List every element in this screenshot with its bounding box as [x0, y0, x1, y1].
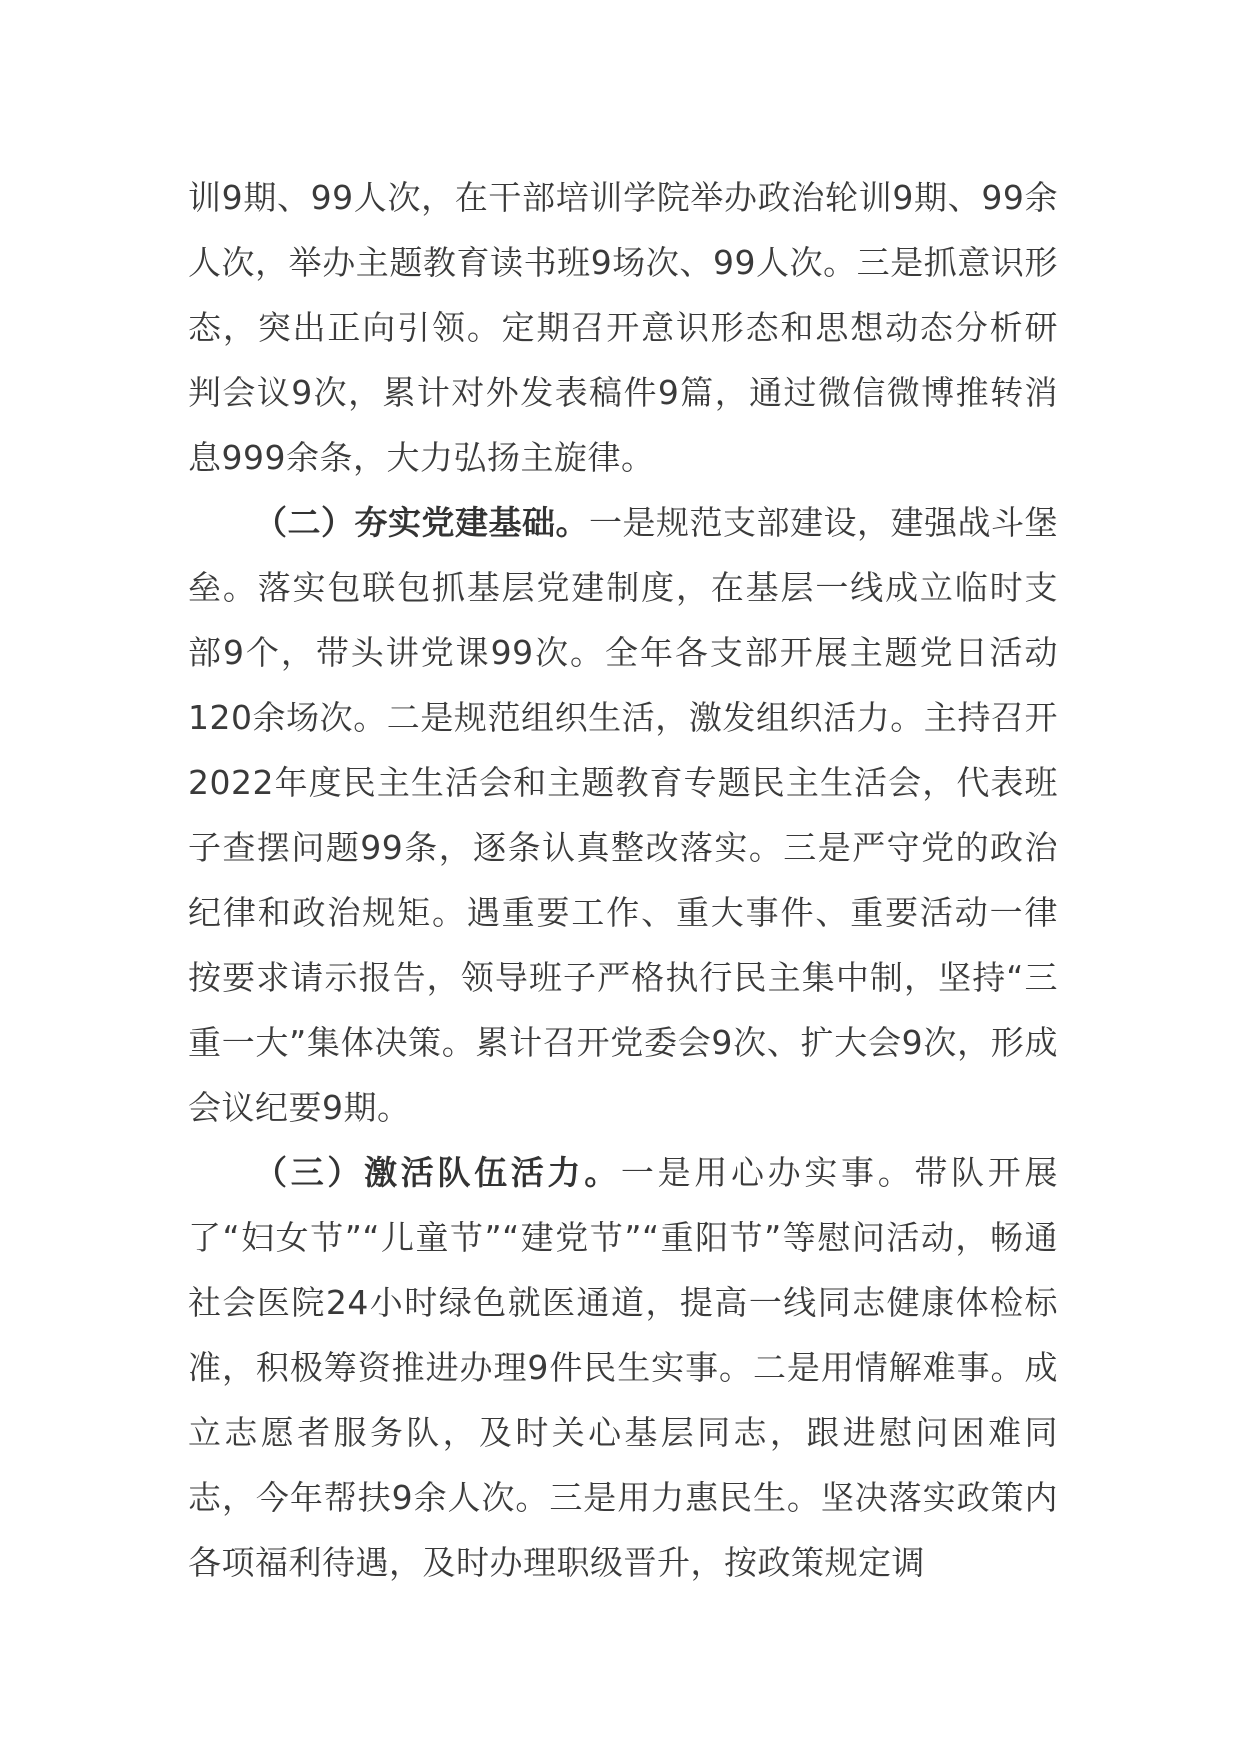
- paragraph-2: [188, 490, 1058, 1140]
- paragraph-1: [188, 165, 1058, 490]
- paragraph-2-body: 一是规范支部建设，建强战斗堡垒。落实包联包抓基层党建制度，在基层一线成立临时支部9个，带头讲党课99次。全年各支部开展主题党日活动120余场次。二是规范组织生活，激发组织活力。主持召开2022年度民主生活会和主题教育专题民主生活会，代表班子查摆问题99条，逐条认真整改落实。三是严守党的政治纪律和政治规矩。遇重要工作、重大事件、重要活动一律按要求请示报告，领导班子严格执行民主集中制，坚持“三重一大”集体决策。累计召开党委会9次、扩大会9次，形成会议纪要9期。: [188, 503, 1058, 1127]
- section-heading-2: （二）夯实党建基础。: [254, 503, 589, 542]
- paragraph-1-body: 训9期、99人次，在干部培训学院举办政治轮训9期、99余人次，举办主题教育读书班9场次、99人次。三是抓意识形态，突出正向引领。定期召开意识形态和思想动态分析研判会议9次，累计对外发表稿件9篇，通过微信微博推转消息999余条，大力弘扬主旋律。: [188, 178, 1058, 477]
- document-body: [188, 165, 1058, 1595]
- section-heading-3: （三）激活队伍活力。: [254, 1153, 621, 1192]
- paragraph-3: [188, 1140, 1058, 1595]
- paragraph-3-body: 一是用心办实事。带队开展了“妇女节”“儿童节”“建党节”“重阳节”等慰问活动，畅通社会医院24小时绿色就医通道，提高一线同志健康体检标准，积极筹资推进办理9件民生实事。二是用情解难事。成立志愿者服务队，及时关心基层同志，跟进慰问困难同志，今年帮扶9余人次。三是用力惠民生。坚决落实政策内各项福利待遇，及时办理职级晋升，按政策规定调: [188, 1153, 1059, 1582]
